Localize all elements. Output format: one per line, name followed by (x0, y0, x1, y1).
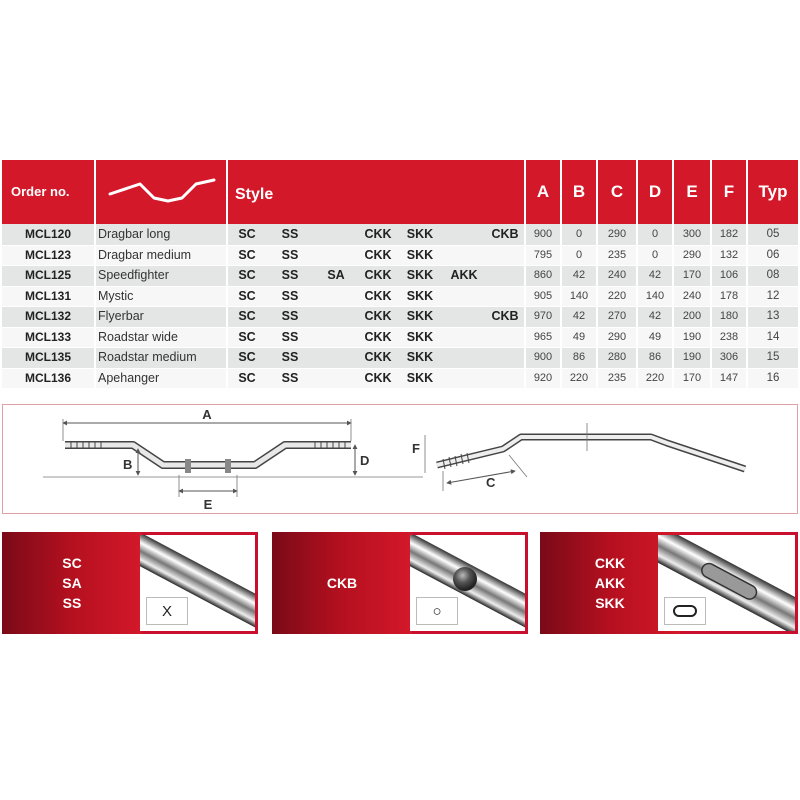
header-dim-a: A (526, 160, 560, 224)
dim-value-f: 132 (719, 248, 739, 261)
swatch-code: SA (62, 575, 82, 591)
model-name: Speedfighter (98, 268, 169, 282)
header-dim-f: F (712, 160, 746, 224)
dim-value-b: 42 (572, 269, 586, 281)
style-code: SKK (406, 268, 434, 282)
style-code: SS (281, 268, 299, 282)
dim-value-c: 280 (607, 351, 627, 363)
style-code: SS (281, 288, 299, 303)
dim-value-a: 900 (533, 351, 553, 363)
spec-table (2, 160, 798, 388)
order-number: MCL133 (24, 329, 71, 344)
style-code: SC (238, 268, 256, 282)
oval-slot-icon (672, 604, 698, 618)
style-code: SKK (406, 370, 434, 385)
swatch-code: AKK (594, 575, 626, 591)
dim-value-c: 290 (607, 228, 627, 240)
style-code: CKK (364, 247, 392, 262)
dim-value-e: 190 (682, 351, 702, 363)
oval-slot-badge (664, 597, 706, 625)
front-view-drawing (43, 407, 423, 512)
dim-value-d: 49 (648, 330, 662, 343)
style-code: SS (281, 247, 299, 262)
dim-label-f: F (412, 441, 420, 456)
dim-value-c: 220 (607, 289, 627, 302)
style-code: CKK (364, 370, 392, 385)
style-code: CKK (364, 227, 392, 241)
style-code: SS (281, 329, 299, 344)
dim-value-e: 240 (682, 289, 702, 302)
typ-value: 15 (766, 351, 780, 363)
dim-value-c: 270 (607, 310, 627, 322)
style-code: SC (238, 227, 256, 241)
dim-label-c: C (486, 475, 496, 490)
dim-value-e: 290 (682, 248, 702, 261)
model-name: Dragbar medium (98, 247, 192, 262)
dim-value-f: 106 (719, 269, 739, 281)
header-typ: Typ (748, 160, 798, 224)
header-dim-c: C (598, 160, 636, 224)
no-feature-badge: X (146, 597, 188, 625)
dim-value-b: 0 (575, 248, 583, 261)
typ-value: 06 (766, 248, 780, 261)
dim-value-f: 238 (719, 330, 739, 343)
order-number: MCL120 (24, 227, 71, 241)
dim-value-d: 0 (651, 228, 659, 240)
order-number: MCL132 (24, 309, 71, 323)
typ-value: 08 (766, 269, 780, 281)
dim-value-f: 180 (719, 310, 739, 322)
dim-value-e: 170 (682, 371, 702, 384)
dim-label-d: D (360, 453, 370, 468)
chrome-bar-with-ball-image (410, 535, 525, 631)
style-code: SC (238, 370, 256, 385)
order-number: MCL135 (24, 350, 71, 364)
dim-value-f: 306 (719, 351, 739, 363)
model-name: Roadstar wide (98, 329, 178, 344)
dimension-diagram (2, 404, 798, 514)
ball-feature-badge: ○ (416, 597, 458, 625)
dim-value-e: 190 (682, 330, 702, 343)
style-code: SA (327, 268, 345, 282)
style-code: SS (281, 309, 299, 323)
style-code: SKK (406, 309, 434, 323)
table-row (2, 224, 798, 245)
model-name: Dragbar long (98, 227, 171, 241)
style-code: SC (238, 288, 256, 303)
chrome-bar-with-slot-image (658, 535, 795, 631)
swatch-code: SC (62, 555, 82, 571)
order-number: MCL123 (24, 247, 71, 262)
handlebar-dimension-drawing (3, 405, 799, 515)
dim-value-c: 290 (607, 330, 627, 343)
table-row (2, 286, 798, 307)
dim-value-b: 0 (575, 228, 583, 240)
style-code: SC (238, 309, 256, 323)
dim-value-a: 920 (533, 371, 553, 384)
style-code: CKK (364, 288, 392, 303)
style-code: SKK (406, 329, 434, 344)
style-code: CKK (364, 309, 392, 323)
order-number: MCL131 (24, 288, 71, 303)
header-dim-d: D (638, 160, 672, 224)
swatch-slot (540, 532, 798, 634)
dim-value-d: 220 (645, 371, 665, 384)
table-row (2, 265, 798, 286)
table-row (2, 368, 798, 389)
dim-value-d: 42 (648, 269, 662, 281)
dim-value-b: 86 (572, 351, 586, 363)
model-name: Flyerbar (98, 309, 144, 323)
dim-value-a: 905 (533, 289, 553, 302)
dim-value-e: 170 (682, 269, 702, 281)
typ-value: 12 (766, 289, 780, 302)
typ-value: 13 (766, 310, 780, 322)
header-handlebar-image (96, 160, 226, 224)
order-number: MCL136 (24, 370, 71, 385)
dim-value-d: 86 (648, 351, 662, 363)
dim-label-b: B (123, 457, 133, 472)
dim-value-c: 235 (607, 248, 627, 261)
style-code: SS (281, 350, 299, 364)
dim-label-e: E (203, 497, 213, 512)
header-order-no (2, 160, 94, 224)
style-code: SC (238, 247, 256, 262)
header-dim-e: E (674, 160, 710, 224)
dim-value-a: 965 (533, 330, 553, 343)
order-number: MCL125 (24, 268, 71, 282)
dim-value-f: 178 (719, 289, 739, 302)
swatch-ckb-codes (272, 532, 412, 634)
style-code: CKK (364, 268, 392, 282)
style-code: SC (238, 329, 256, 344)
dim-value-b: 140 (569, 289, 589, 302)
style-code: CKK (364, 350, 392, 364)
dim-value-e: 300 (682, 228, 702, 240)
dim-value-d: 140 (645, 289, 665, 302)
dim-value-f: 147 (719, 371, 739, 384)
dim-value-e: 200 (682, 310, 702, 322)
typ-value: 16 (766, 371, 780, 384)
dim-value-c: 240 (607, 269, 627, 281)
dim-value-f: 182 (719, 228, 739, 240)
dim-value-b: 220 (569, 371, 589, 384)
swatch-code: SS (62, 595, 82, 611)
style-code: CKK (364, 329, 392, 344)
typ-value: 14 (766, 330, 780, 343)
style-code: SKK (406, 247, 434, 262)
plain-chrome-bar-image (140, 535, 255, 631)
dim-value-b: 49 (572, 330, 586, 343)
table-row (2, 306, 798, 327)
style-code: SC (238, 350, 256, 364)
side-view-drawing (412, 423, 745, 491)
dim-value-c: 235 (607, 371, 627, 384)
header-order-label: Order no. (11, 184, 70, 199)
dim-value-a: 795 (533, 248, 553, 261)
handlebar-silhouette-icon (96, 160, 226, 224)
style-code: SKK (406, 227, 434, 241)
style-code: SKK (406, 288, 434, 303)
style-code: AKK (450, 268, 478, 282)
dim-label-a: A (202, 407, 212, 422)
swatch-code: CKK (594, 555, 626, 571)
swatch-code: SKK (595, 595, 625, 611)
style-code: SS (281, 370, 299, 385)
model-name: Mystic (98, 288, 134, 303)
table-row (2, 347, 798, 368)
style-code: SS (281, 227, 299, 241)
header-style (228, 160, 524, 224)
dim-value-a: 900 (533, 228, 553, 240)
header-dim-b: B (562, 160, 596, 224)
table-row (2, 327, 798, 348)
style-code: CKB (491, 227, 519, 241)
swatch-plain-codes (2, 532, 142, 634)
model-name: Apehanger (98, 370, 160, 385)
dim-value-d: 42 (648, 310, 662, 322)
swatch-code: CKB (326, 575, 358, 591)
dim-value-a: 970 (533, 310, 553, 322)
dim-value-d: 0 (651, 248, 659, 261)
style-code: SKK (406, 350, 434, 364)
swatch-ckb (272, 532, 528, 634)
style-code: CKB (491, 309, 519, 323)
table-row (2, 245, 798, 266)
swatch-plain (2, 532, 258, 634)
typ-value: 05 (766, 228, 780, 240)
header-style-label: Style (235, 186, 274, 203)
dim-value-a: 860 (533, 269, 553, 281)
dim-value-b: 42 (572, 310, 586, 322)
model-name: Roadstar medium (98, 350, 197, 364)
